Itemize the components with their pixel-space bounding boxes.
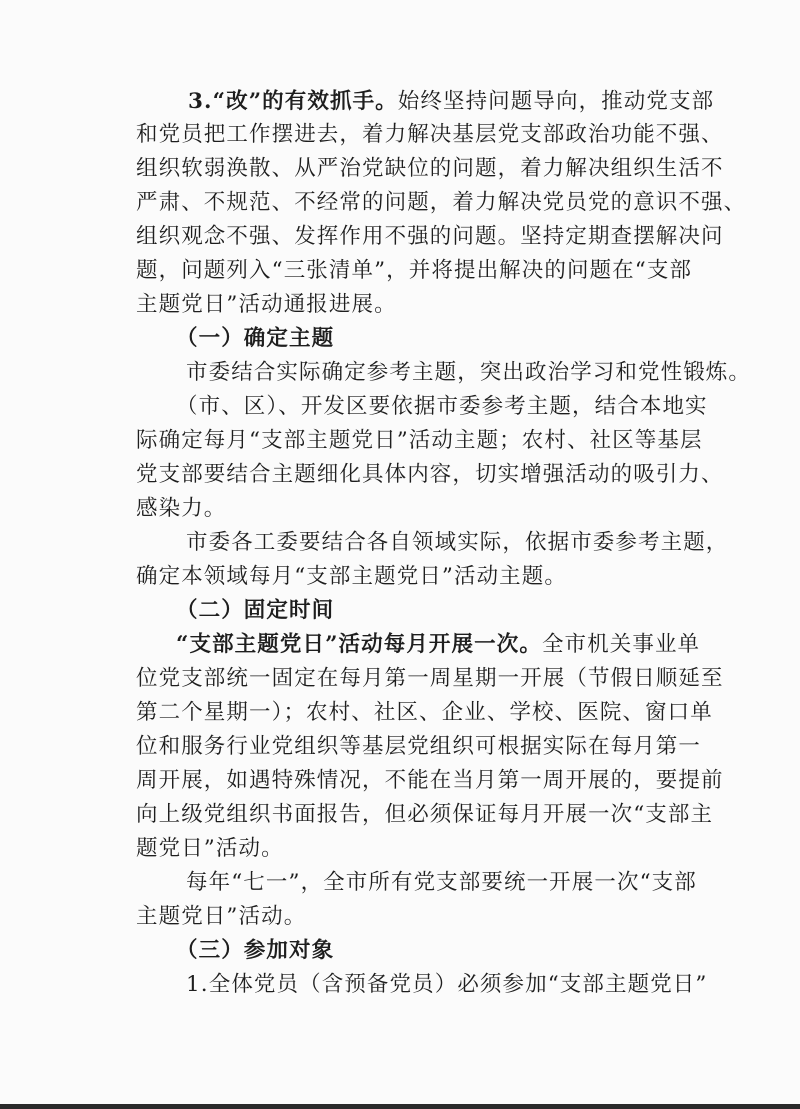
text-line-12 [136,461,724,489]
line-text: 始终坚持问题导向，推动党支部 [397,89,715,114]
line-text: 位和服务行业党组织等基层党组织可根据实际在每月第一 [136,734,702,759]
line-text: 题党日”活动。 [136,836,284,861]
text-line-22 [136,801,713,829]
line-text: 党支部要结合主题细化具体内容，切实增强活动的吸引力、 [136,462,724,487]
line-text: 和党员把工作摆进去，着力解决基层党支部政治功能不强、 [136,122,724,147]
line-text: 位党支部统一固定在每月第一周星期一开展（节假日顺延至 [136,666,724,691]
line-text: 第二个星期一）；农村、社区、企业、学校、医院、窗口单 [136,700,713,725]
line-text: 际确定每月“支部主题党日”活动主题；农村、社区等基层 [136,428,703,453]
text-line-15 [136,563,567,591]
line-text: 主题党日”活动通报进展。 [136,292,397,317]
text-line-13 [136,495,226,523]
line-text: 确定本领域每月“支部主题党日”活动主题。 [136,564,567,589]
text-line-1 [188,88,714,116]
line-text: 每年“七一”，全市所有党支部要统一开展一次“支部 [186,870,697,895]
text-line-5 [136,223,724,251]
text-line-14 [186,529,728,557]
text-line-3 [136,155,724,183]
text-line-18 [136,665,724,693]
section-heading-text: （二）固定时间 [176,598,335,623]
text-line-23 [136,835,284,863]
text-line-7 [136,291,397,319]
text-line-2 [136,121,724,149]
section-heading-2 [176,597,334,625]
section-heading-text: （三）参加对象 [176,938,335,963]
text-line-20 [136,733,701,761]
line-text: 向上级党组织书面报告，但必须保证每月开展一次“支部主 [136,802,714,827]
text-line-17 [176,631,700,659]
line-text: 题，问题列入“三张清单”，并将提出解决的问题在“支部 [136,258,693,283]
text-line-27 [186,971,708,999]
section-heading-text: （一）确定主题 [176,326,335,351]
line-text: 全市机关事业单 [541,632,701,657]
scan-bottom-edge [0,1104,800,1109]
line-text: （市、区）、开发区要依据市委参考主题，结合本地实 [176,394,708,419]
text-line-10 [176,393,708,421]
item-heading: 3.“改”的有效抓手。 [188,89,398,114]
line-text: 1.全体党员（含预备党员）必须参加“支部主题党日” [186,972,708,997]
line-text: 感染力。 [136,496,227,521]
text-line-19 [136,699,713,727]
bold-lead: “支部主题党日”活动每月开展一次。 [176,632,542,657]
text-line-4 [136,189,746,217]
text-line-25 [136,903,306,931]
line-text: 市委各工委要结合各自领域实际，依据市委参考主题， [186,530,729,555]
section-heading-3 [176,937,334,965]
text-line-9 [186,359,751,387]
text-line-24 [186,869,697,897]
line-text: 周开展，如遇特殊情况，不能在当月第一周开展的，要提前 [136,768,724,793]
line-text: 组织软弱涣散、从严治党缺位的问题，着力解决组织生活不 [136,156,724,181]
line-text: 严肃、不规范、不经常的问题，着力解决党员党的意识不强、 [136,190,747,215]
section-heading-1 [176,325,334,353]
line-text: 市委结合实际确定参考主题，突出政治学习和党性锻炼。 [186,360,752,385]
line-text: 组织观念不强、发挥作用不强的问题。坚持定期查摆解决问 [136,224,724,249]
text-line-21 [136,767,724,795]
text-line-6 [136,257,692,285]
text-line-11 [136,427,703,455]
line-text: 主题党日”活动。 [136,904,307,929]
